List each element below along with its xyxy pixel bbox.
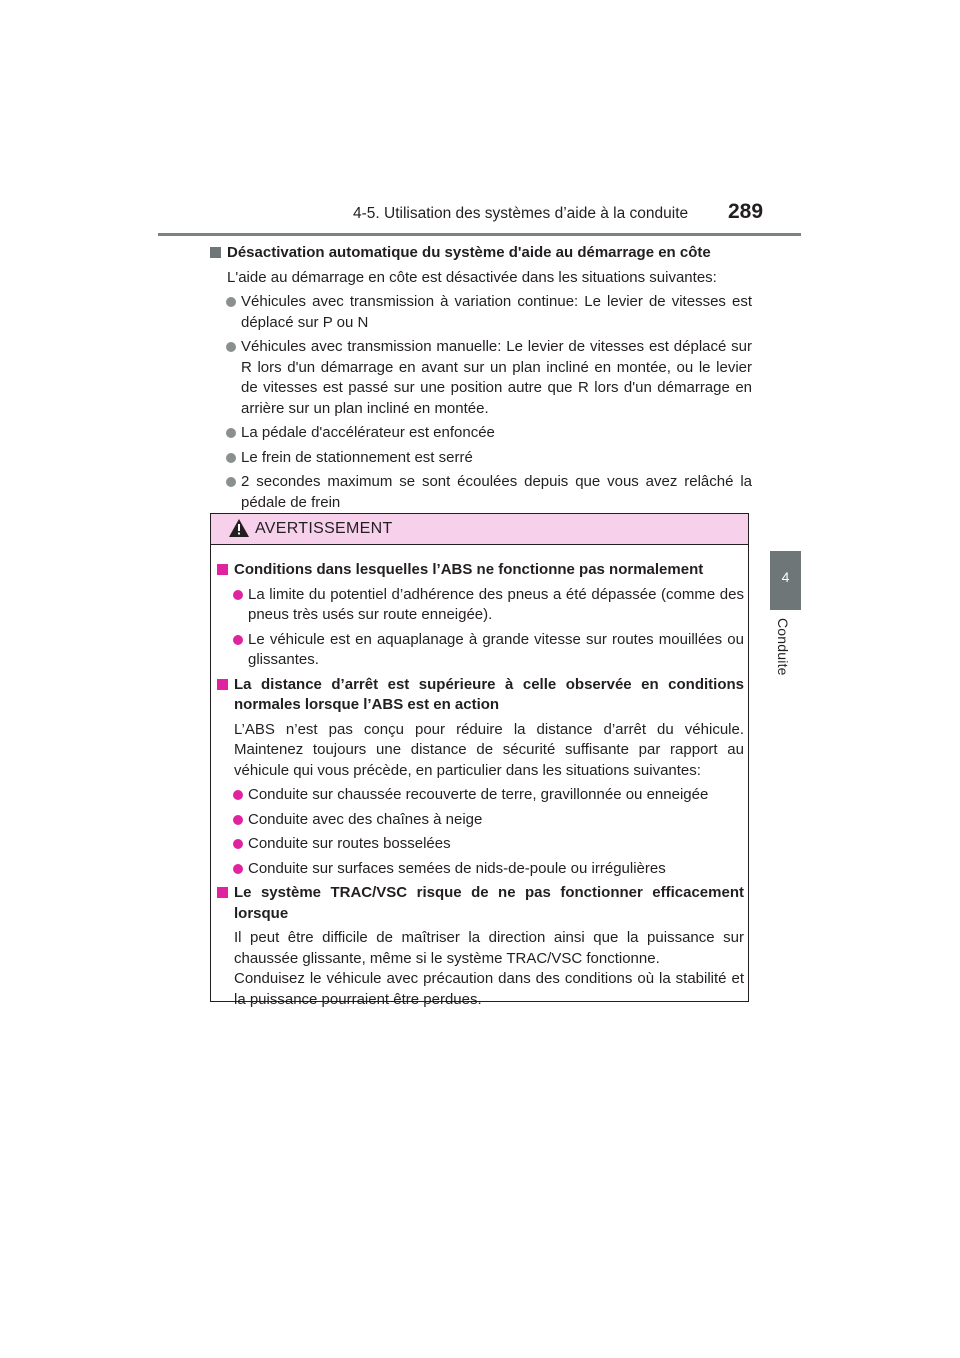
bullet-dot-icon xyxy=(233,839,243,849)
warning-section-heading: Conditions dans lesquelles l’ABS ne fonctionne pas normalement xyxy=(217,560,744,581)
square-bullet-icon xyxy=(217,564,228,575)
main-content xyxy=(210,243,752,513)
warning-title: AVERTISSEMENT xyxy=(255,520,393,537)
bullet-dot-icon xyxy=(233,864,243,874)
list-item: Le véhicule est en aquaplanage à grande vitesse sur routes mouillées ou glissantes. xyxy=(217,630,744,671)
bullet-dot-icon xyxy=(226,428,236,438)
list-item: La limite du potentiel d’adhérence des pneus a été dépassée (comme des pneus très usés sur route enneigée). xyxy=(217,585,744,626)
list-item: Véhicules avec transmission manuelle: Le levier de vitesses est déplacé sur R lors d'un démarrage en avant sur un plan incliné en montée, ou le levier de vitesses est passé sur une position autre que R lors d'un démarrage en arrière sur un plan incliné en montée. xyxy=(210,337,752,419)
bullet-dot-icon xyxy=(233,635,243,645)
warning-section-heading: Le système TRAC/VSC risque de ne pas fonctionner efficacement lorsque xyxy=(217,883,744,924)
list-item: Conduite sur surfaces semées de nids-de-poule ou irrégulières xyxy=(217,859,744,880)
bullet-dot-icon xyxy=(233,790,243,800)
chapter-tab xyxy=(770,551,801,610)
bullet-dot-icon xyxy=(233,815,243,825)
bullet-dot-icon xyxy=(226,453,236,463)
bullet-dot-icon xyxy=(226,477,236,487)
header-divider xyxy=(158,233,801,236)
bullet-dot-icon xyxy=(226,342,236,352)
square-bullet-icon xyxy=(217,679,228,690)
list-item: Véhicules avec transmission à variation continue: Le levier de vitesses est déplacé sur P ou N xyxy=(210,292,752,333)
list-item: Conduite sur chaussée recouverte de terre, gravillonnée ou enneigée xyxy=(217,785,744,806)
square-bullet-icon xyxy=(210,247,221,258)
list-item: Le frein de stationnement est serré xyxy=(210,448,752,469)
page-number: 289 xyxy=(728,200,764,223)
list-item: Conduite sur routes bosselées xyxy=(217,834,744,855)
warning-section-heading: La distance d’arrêt est supérieure à celle observée en conditions normales lorsque l’ABS est en action xyxy=(217,675,744,716)
bullet-dot-icon xyxy=(233,590,243,600)
list-item: 2 secondes maximum se sont écoulées depuis que vous avez relâché la pédale de frein xyxy=(210,472,752,513)
warning-box xyxy=(210,513,749,1008)
chapter-number: 4 xyxy=(781,569,790,585)
warning-text: Conduisez le véhicule avec précaution dans des conditions où la stabilité et la puissance pourraient être perdues. xyxy=(234,970,744,1008)
warning-triangle-icon xyxy=(229,519,249,537)
bullet-dot-icon xyxy=(226,297,236,307)
intro-text: L'aide au démarrage en côte est désactivée dans les situations suivantes: xyxy=(227,268,717,286)
warning-body xyxy=(217,556,744,1010)
section-heading: Désactivation automatique du système d'aide au démarrage en côte xyxy=(210,243,752,264)
list-item: La pédale d'accélérateur est enfoncée xyxy=(210,423,752,444)
warning-text: L’ABS n’est pas conçu pour réduire la distance d’arrêt du véhicule. Maintenez toujours une distance de sécurité suffisante par rapport au véhicule qui vous précède, en particulier dans les situations suivantes: xyxy=(234,720,744,779)
warning-header xyxy=(211,514,748,545)
warning-text: Il peut être difficile de maîtriser la direction ainsi que la puissance sur chaussée glissante, même si le système TRAC/VSC fonctionne. xyxy=(234,929,744,967)
square-bullet-icon xyxy=(217,887,228,898)
chapter-label: Conduite xyxy=(775,618,791,676)
header-section-title: 4-5. Utilisation des systèmes d’aide à la conduite xyxy=(353,205,689,222)
list-item: Conduite avec des chaînes à neige xyxy=(217,810,744,831)
